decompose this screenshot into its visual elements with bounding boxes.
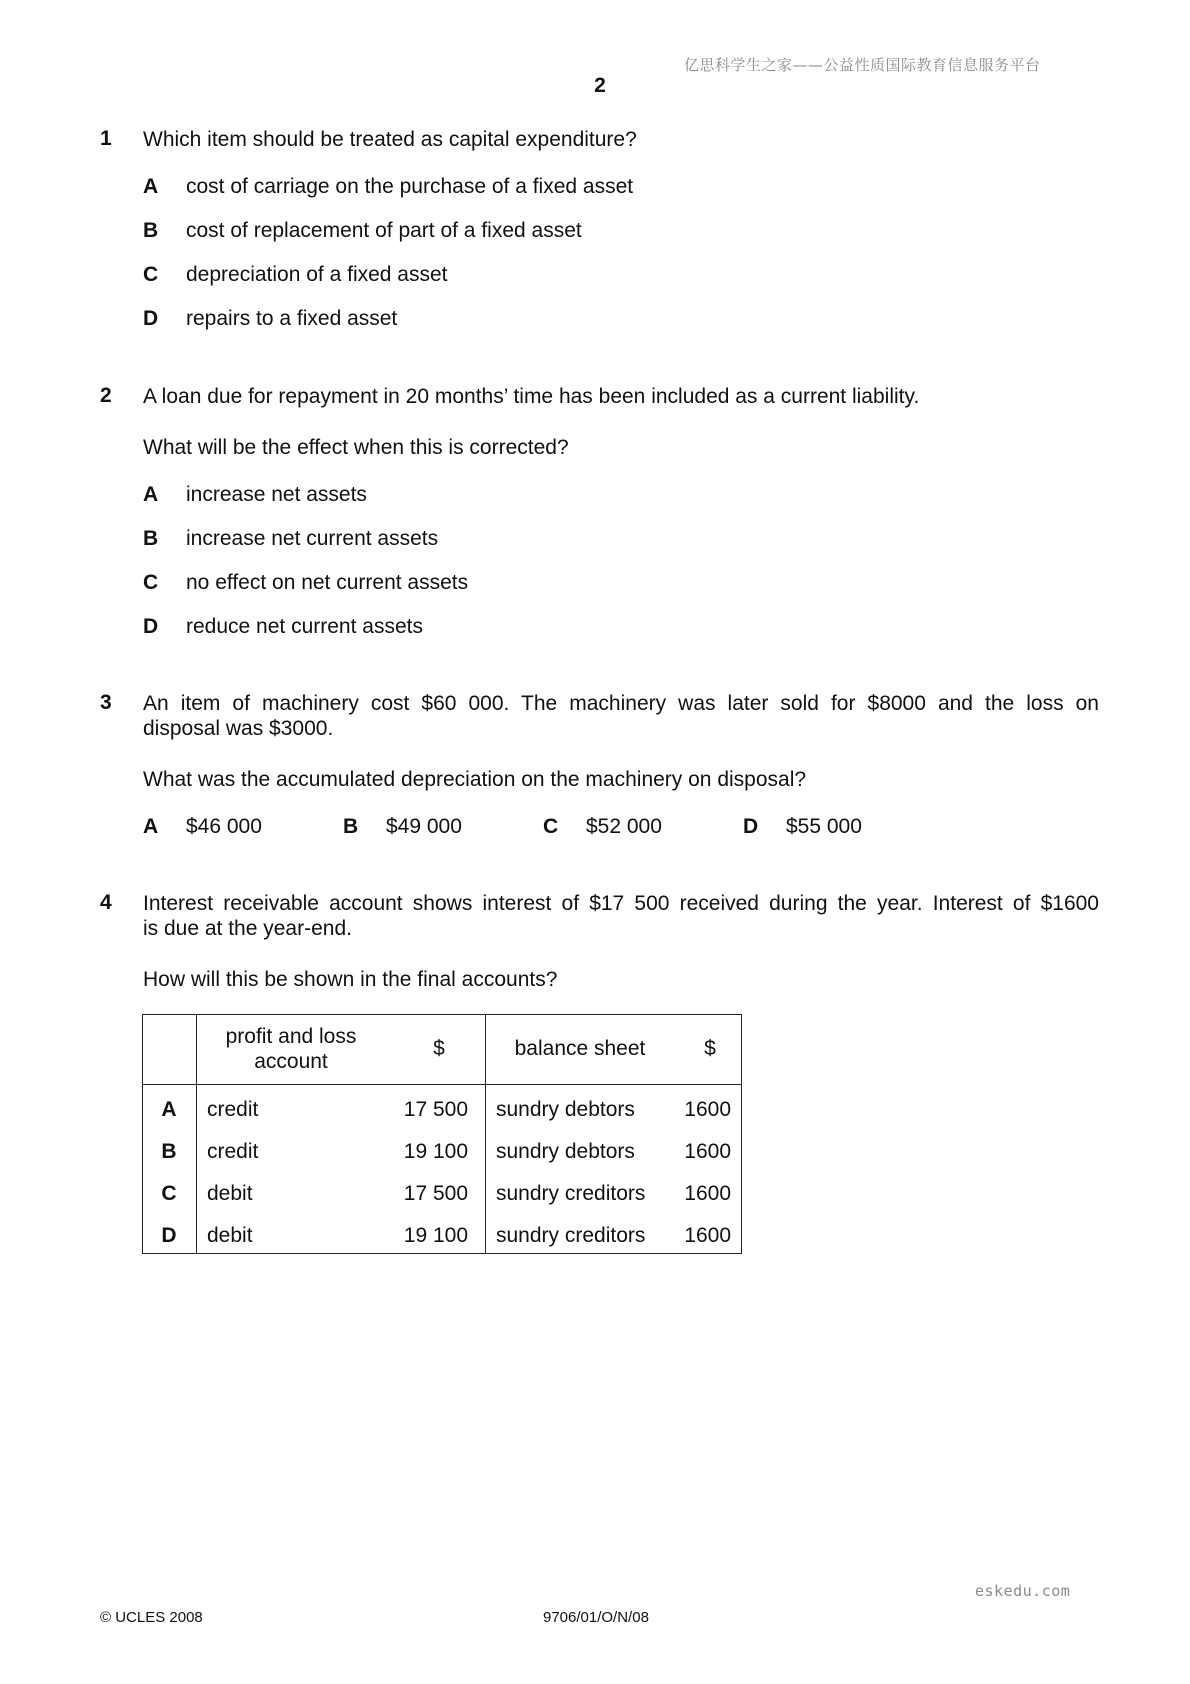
row-bs-entry: sundry creditors	[496, 1224, 646, 1247]
table-header-bs-currency: $	[704, 1037, 716, 1060]
q3-option-c-text[interactable]: $52 000	[586, 815, 662, 838]
question-4-prompt: How will this be shown in the final accounts?	[143, 968, 558, 991]
row-bs-amount: 1600	[684, 1098, 731, 1121]
table-row	[142, 1140, 742, 1170]
q2-option-c-letter: C	[143, 571, 159, 594]
row-pl-amount: 17 500	[403, 1098, 468, 1121]
footer-copyright: © UCLES 2008	[100, 1609, 203, 1626]
table-header-pl-line2: account	[254, 1050, 328, 1073]
row-pl-entry: credit	[207, 1140, 259, 1163]
row-pl-entry: debit	[207, 1224, 253, 1247]
footer-paper-code: 9706/01/O/N/08	[543, 1609, 649, 1626]
q2-option-d-letter: D	[143, 615, 159, 638]
row-pl-amount: 19 100	[403, 1224, 468, 1247]
question-3-number: 3	[100, 691, 112, 714]
table-row	[142, 1224, 742, 1254]
q1-option-a-text[interactable]: cost of carriage on the purchase of a fixed asset	[186, 175, 634, 198]
q3-option-c-letter: C	[543, 815, 559, 838]
row-bs-amount: 1600	[684, 1182, 731, 1205]
table-header-pl-line1: profit and loss	[225, 1025, 357, 1048]
row-letter: B	[161, 1140, 177, 1163]
row-bs-entry: sundry creditors	[496, 1182, 646, 1205]
table-header-bs: balance sheet	[514, 1037, 646, 1060]
row-pl-amount: 17 500	[403, 1182, 468, 1205]
row-bs-entry: sundry debtors	[496, 1098, 635, 1121]
page-number: 2	[594, 74, 606, 97]
row-bs-entry: sundry debtors	[496, 1140, 635, 1163]
question-1-number: 1	[100, 127, 112, 150]
row-bs-amount: 1600	[684, 1224, 731, 1247]
question-4-text-line1: Interest receivable account shows interest of $17 500 received during the year. Interest of $1600	[143, 892, 1099, 915]
row-letter: D	[161, 1224, 177, 1247]
q2-option-b-text[interactable]: increase net current assets	[186, 527, 439, 550]
q2-option-c-text[interactable]: no effect on net current assets	[186, 571, 469, 594]
row-letter: A	[161, 1098, 177, 1121]
q1-option-c-letter: C	[143, 263, 159, 286]
table-row	[142, 1182, 742, 1212]
table-row	[142, 1098, 742, 1128]
row-pl-entry: credit	[207, 1098, 259, 1121]
row-bs-amount: 1600	[684, 1140, 731, 1163]
question-3-text-line2: disposal was $3000.	[143, 717, 334, 740]
q3-option-b-letter: B	[343, 815, 359, 838]
watermark-text: 亿思科学生之家——公益性质国际教育信息服务平台	[684, 56, 1041, 74]
q4-answer-table	[142, 1014, 742, 1254]
q2-option-a-letter: A	[143, 483, 159, 506]
question-2-number: 2	[100, 384, 112, 407]
q3-option-d-letter: D	[743, 815, 759, 838]
question-3-text-line1: An item of machinery cost $60 000. The machinery was later sold for $8000 and the loss on	[143, 692, 1099, 715]
q1-option-b-text[interactable]: cost of replacement of part of a fixed asset	[186, 219, 582, 242]
question-4-number: 4	[100, 891, 112, 914]
site-watermark: eskedu.com	[975, 1582, 1071, 1600]
question-3-prompt: What was the accumulated depreciation on the machinery on disposal?	[143, 768, 807, 791]
row-pl-entry: debit	[207, 1182, 253, 1205]
question-2-text: A loan due for repayment in 20 months’ time has been included as a current liability.	[143, 385, 920, 408]
q1-option-d-text[interactable]: repairs to a fixed asset	[186, 307, 398, 330]
q2-option-d-text[interactable]: reduce net current assets	[186, 615, 423, 638]
q1-option-b-letter: B	[143, 219, 159, 242]
q3-option-a-text[interactable]: $46 000	[186, 815, 262, 838]
table-header-pl-currency: $	[433, 1037, 445, 1060]
q1-option-d-letter: D	[143, 307, 159, 330]
question-2-prompt: What will be the effect when this is corrected?	[143, 436, 569, 459]
q3-option-d-text[interactable]: $55 000	[786, 815, 862, 838]
question-1-text: Which item should be treated as capital expenditure?	[143, 128, 637, 151]
q3-option-b-text[interactable]: $49 000	[386, 815, 462, 838]
q1-option-c-text[interactable]: depreciation of a fixed asset	[186, 263, 448, 286]
q2-option-a-text[interactable]: increase net assets	[186, 483, 367, 506]
row-pl-amount: 19 100	[403, 1140, 468, 1163]
row-letter: C	[161, 1182, 177, 1205]
q3-option-a-letter: A	[143, 815, 159, 838]
q1-option-a-letter: A	[143, 175, 159, 198]
q2-option-b-letter: B	[143, 527, 159, 550]
question-4-text-line2: is due at the year-end.	[143, 917, 352, 940]
